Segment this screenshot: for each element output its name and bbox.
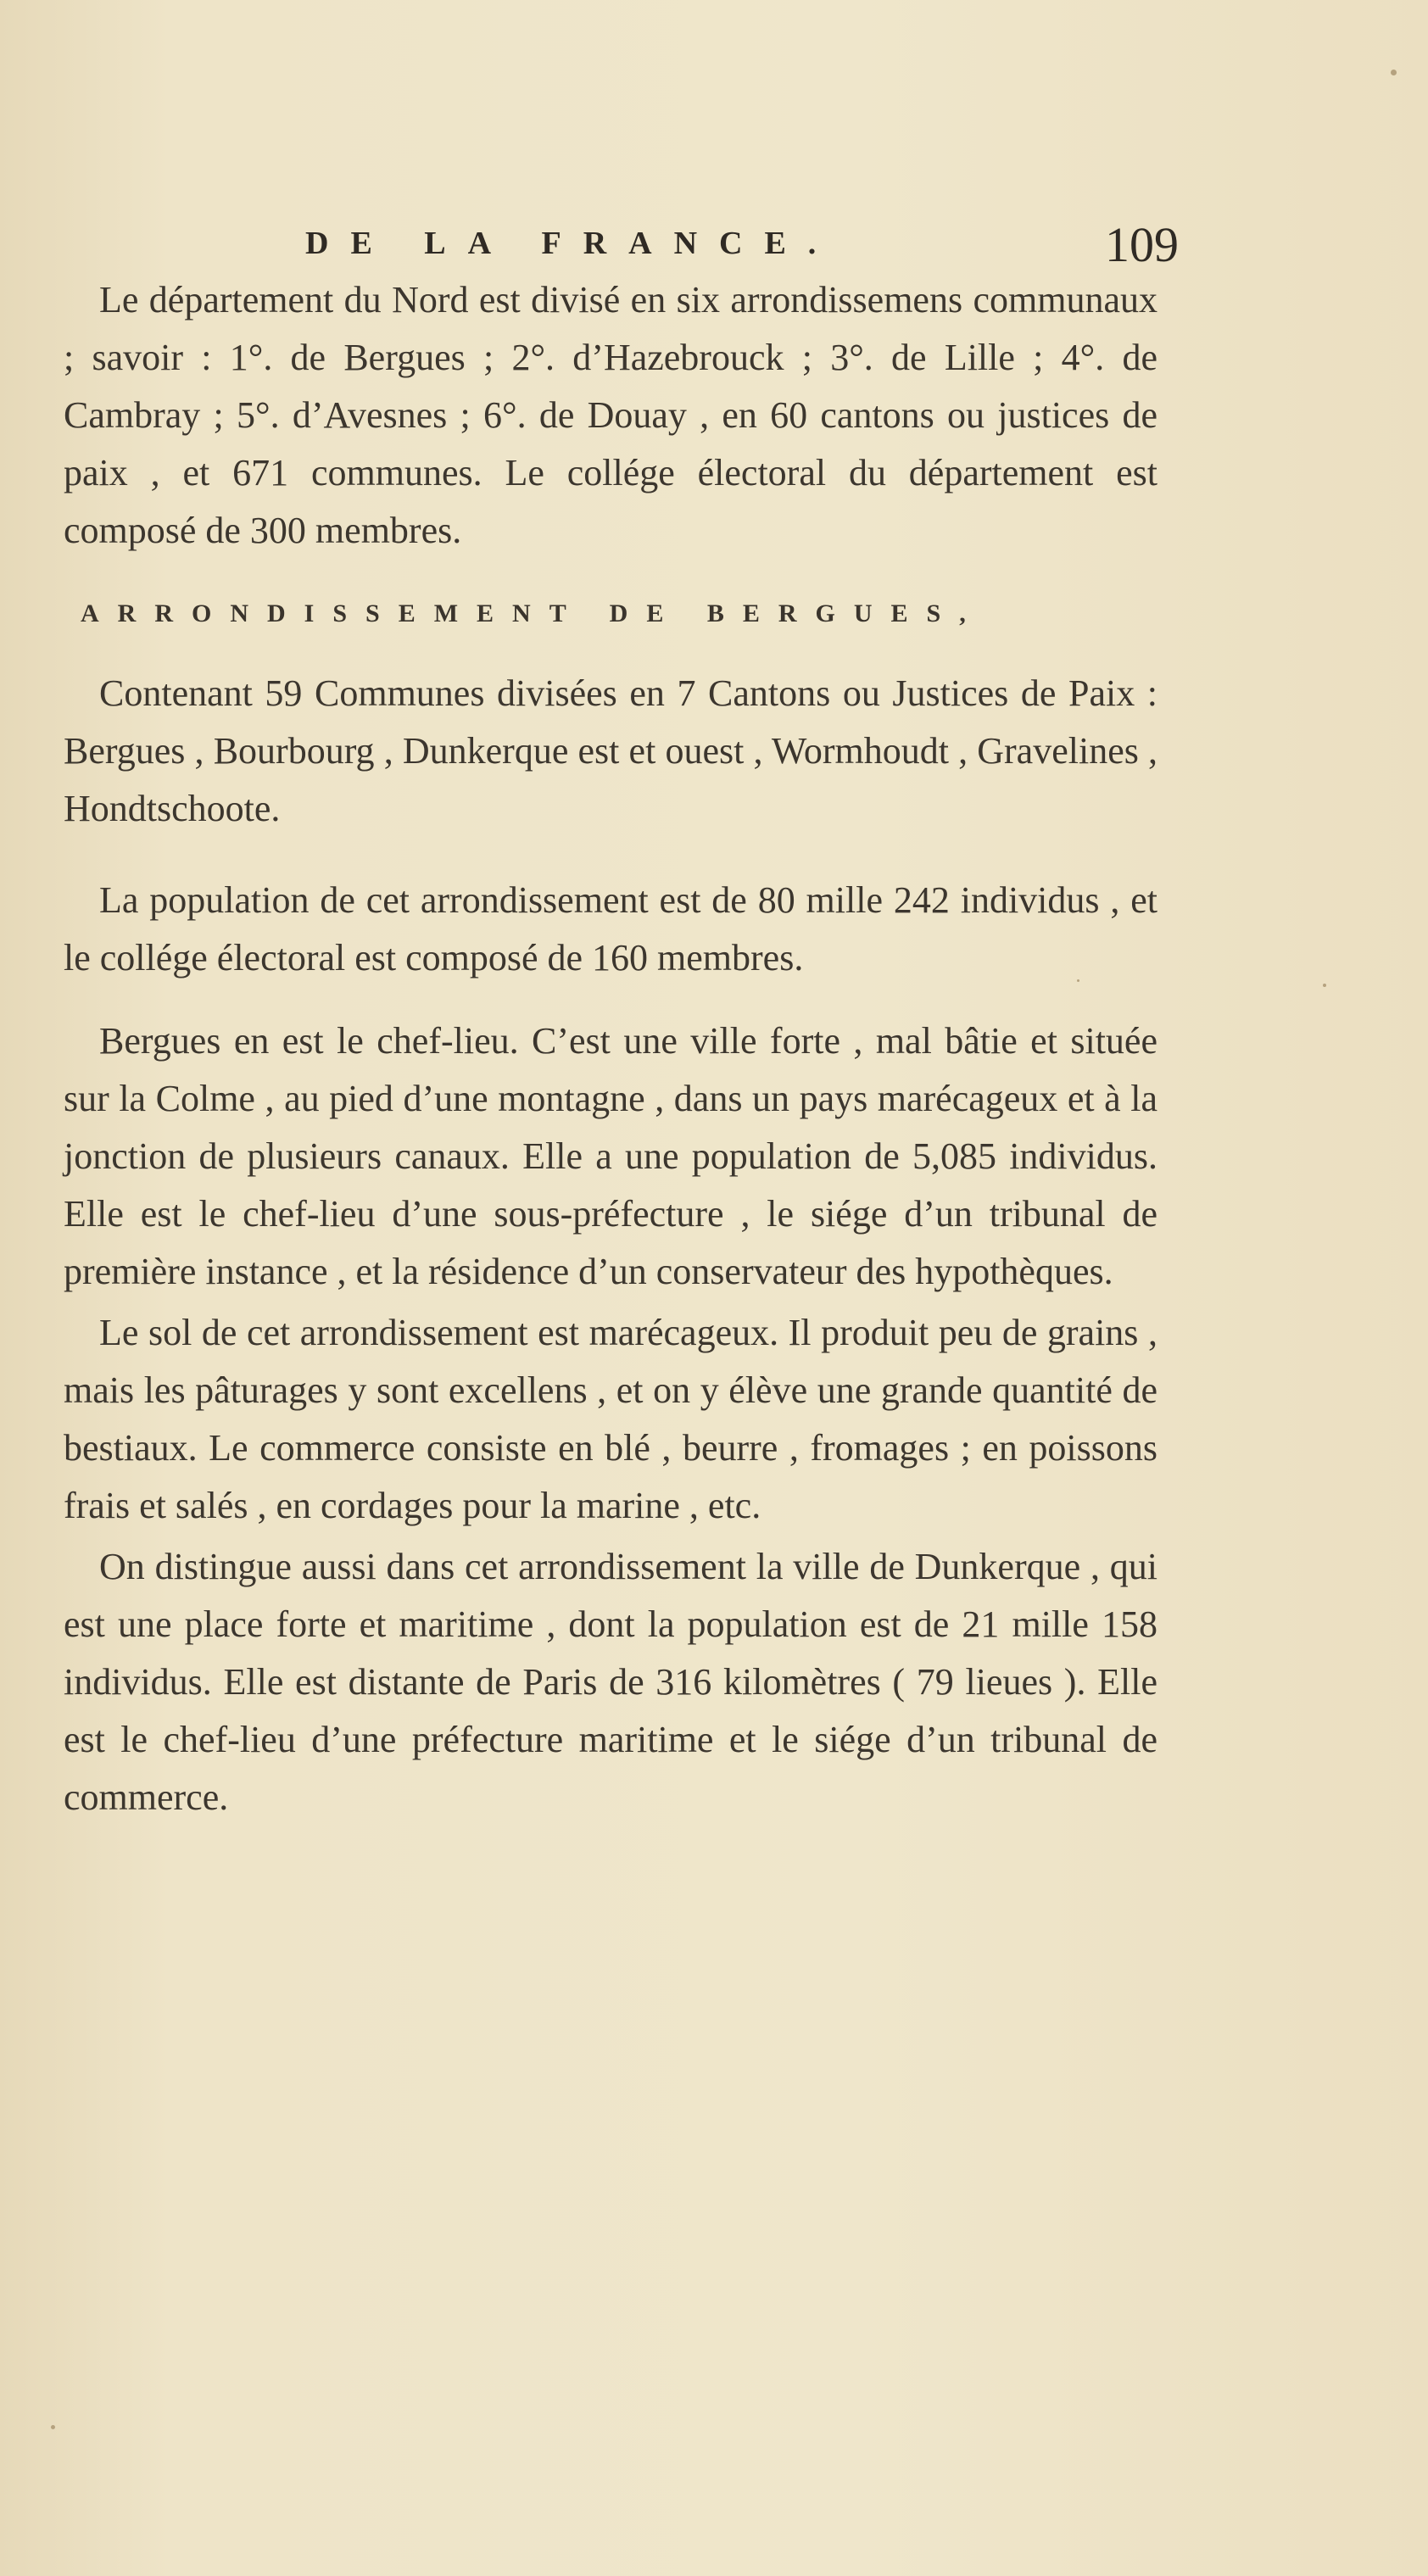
running-header — [305, 216, 1179, 276]
paragraph-population: La population de cet arrondissement est de 80 mille 242 individus , et le collége électoral est composé de 160 membres. — [64, 879, 1157, 979]
paragraph-contenant: Contenant 59 Communes divisées en 7 Cantons ou Justices de Paix : Bergues , Bourbourg , Dunkerque est et ouest , Wormhoudt , Gravelines , Hondtschoote. — [64, 672, 1157, 829]
page-body — [64, 271, 1157, 1826]
paragraph-soil-commerce: Le sol de cet arrondissement est marécageux. Il produit peu de grains , mais les pâturages y sont excellens , et on y élève une grande quantité de bestiaux. Le commerce consiste en blé , beurre , fromages ; en poissons frais et salés , en cordages pour la marine , etc. — [64, 1312, 1157, 1526]
paper-speck — [51, 2425, 55, 2429]
paragraph-dunkerque: On distingue aussi dans cet arrondissement la ville de Dunkerque , qui est une place forte et maritime , dont la population est de 21 mille 158 individus. Elle est distante de Paris de 316 kilomètres ( 79 lieues ). Elle est le chef-lieu d’une préfecture maritime et le siége d’un tribunal de commerce. — [64, 1546, 1157, 1818]
section-heading: ARRONDISSEMENT DE BERGUES, — [81, 599, 985, 627]
page-number: 109 — [1105, 217, 1179, 272]
paragraph-department: Le département du Nord est divisé en six arrondissemens communaux ; savoir : 1°. de Bergues ; 2°. d’Hazebrouck ; 3°. de Lille ; 4°. de Cambray ; 5°. d’Avesnes ; 6°. de Douay , en 60 cantons ou justices de paix , et 671 communes. Le collége électoral du département est composé de 300 membres. — [64, 279, 1157, 551]
running-title: DE LA FRANCE. — [305, 226, 839, 261]
paragraph-bergues: Bergues en est le chef-lieu. C’est une ville forte , mal bâtie et située sur la Colme , au pied d’une montagne , dans un pays marécageux et à la jonction de plusieurs canaux. Elle a une population de 5,085 individus. Elle est le chef-lieu d’une sous-préfecture , le siége d’un tribunal de première instance , et la résidence d’un conservateur des hypothèques. — [64, 1020, 1157, 1292]
paper-speck — [1391, 70, 1397, 75]
paper-speck — [1323, 984, 1326, 987]
